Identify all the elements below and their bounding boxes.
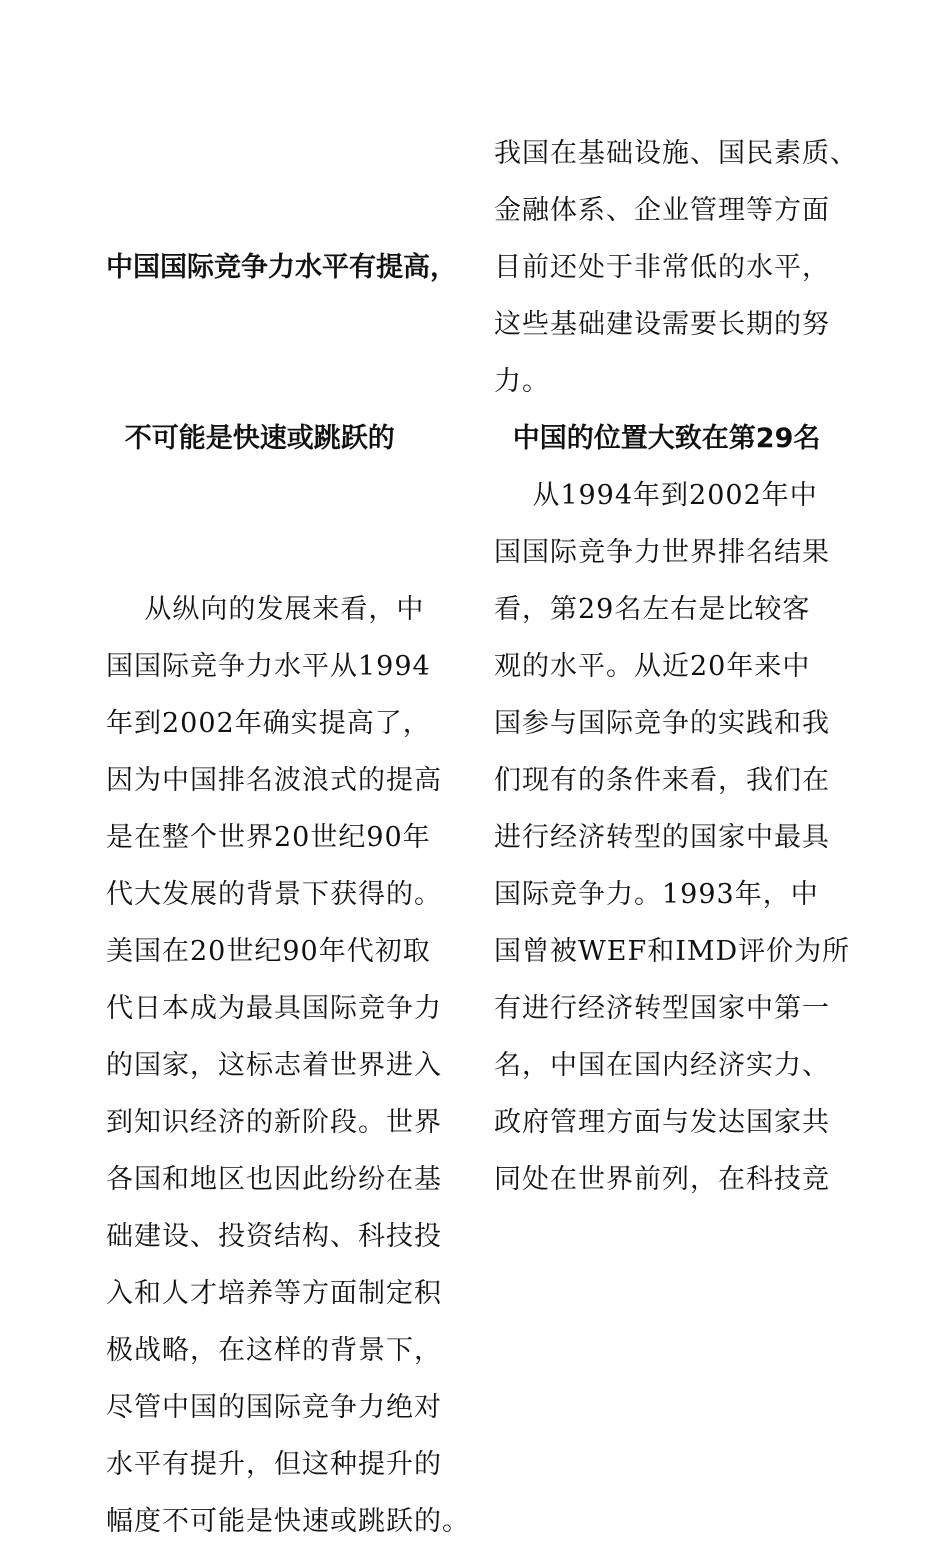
text-line: 目前还处于非常低的水平， [494, 252, 830, 283]
text-line: 政府管理方面与发达国家共 [494, 1107, 830, 1138]
right-column [494, 125, 864, 1208]
text-line: 进行经济转型的国家中最具 [494, 822, 830, 853]
paragraph-1 [106, 581, 476, 1550]
text-line: 尽管中国的国际竞争力绝对 [106, 1392, 442, 1423]
text-line: 代日本成为最具国际竞争力 [106, 993, 442, 1024]
text-line: 到知识经济的新阶段。世界 [106, 1107, 442, 1138]
heading-line: 不可能是快速或跳跃的 [106, 423, 395, 454]
text-line: 国参与国际竞争的实践和我 [494, 708, 830, 739]
text-line: 代大发展的背景下获得的。 [106, 879, 442, 910]
text-line: 年到2002年确实提高了， [106, 708, 431, 739]
section-heading-2: 中国的位置大致在第29名 [494, 423, 821, 454]
text-line: 这些基础建设需要长期的努 [494, 309, 830, 340]
text-line: 国曾被WEF和IMD评价为所 [494, 936, 851, 967]
left-column [106, 125, 476, 1550]
text-line: 美国在20世纪90年代初取 [106, 936, 431, 967]
text-line: 极战略，在这样的背景下， [106, 1335, 442, 1366]
text-line: 从纵向的发展来看，中 [106, 594, 425, 625]
text-line: 因为中国排名波浪式的提高 [106, 765, 442, 796]
text-line: 幅度不可能是快速或跳跃的。 [106, 1506, 470, 1537]
text-line: 观的水平。从近20年来中 [494, 651, 811, 682]
paragraph-2 [494, 467, 864, 1208]
text-line: 我国在基础设施、国民素质、 [494, 138, 858, 169]
text-line: 看，第29名左右是比较客 [494, 594, 811, 625]
text-line: 各国和地区也因此纷纷在基 [106, 1164, 442, 1195]
text-line: 力。 [494, 366, 550, 397]
text-line: 础建设、投资结构、科技投 [106, 1221, 442, 1252]
text-line: 们现有的条件来看，我们在 [494, 765, 830, 796]
text-line: 从1994年到2002年中 [494, 480, 818, 511]
paragraph-continued [494, 125, 864, 410]
text-line: 同处在世界前列，在科技竞 [494, 1164, 830, 1195]
section-heading-1 [106, 125, 476, 581]
text-line: 是在整个世界20世纪90年 [106, 822, 431, 853]
text-line: 有进行经济转型国家中第一 [494, 993, 830, 1024]
text-line: 水平有提升，但这种提升的 [106, 1449, 442, 1480]
text-line: 国际竞争力。1993年，中 [494, 879, 819, 910]
text-line: 国国际竞争力世界排名结果 [494, 537, 830, 568]
text-line: 名，中国在国内经济实力、 [494, 1050, 830, 1081]
text-line: 国国际竞争力水平从1994 [106, 651, 431, 682]
text-line: 金融体系、企业管理等方面 [494, 195, 830, 226]
heading-line: 中国国际竞争力水平有提高， [106, 252, 457, 283]
text-line: 入和人才培养等方面制定积 [106, 1278, 442, 1309]
text-line: 的国家，这标志着世界进入 [106, 1050, 442, 1081]
